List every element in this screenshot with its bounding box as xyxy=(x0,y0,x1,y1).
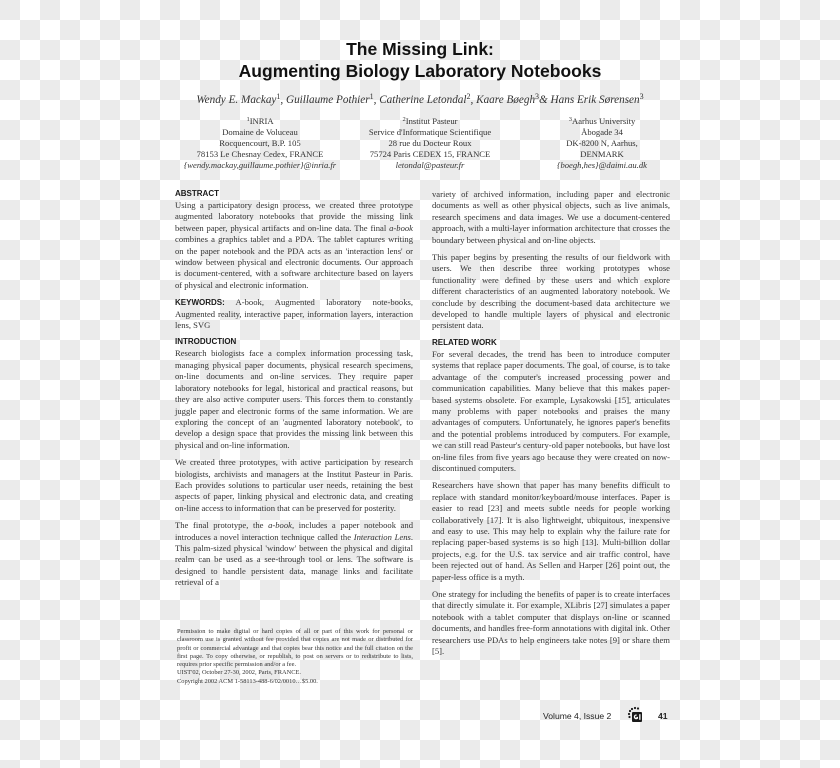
author-separator: , xyxy=(373,94,380,106)
introduction-heading: INTRODUCTION xyxy=(175,337,237,347)
author-affil-mark: 3 xyxy=(535,92,540,101)
related-paragraph-1: For several decades, the trend has been to introduce computer systems that replace paper documents. The goal, of course, is to take advantage of the computer's increased processing power and communication capabilities. Many believe that this makes paper-based systems obsolete. For example, Lysakowski [15], articulates many problems with paper notebooks and praises the many advantages of computers. Unfortunately, he ignores paper's benefits and the potential problems introduced by computers. For example, we can still read Pasteur's century-old paper notebooks, but have lost on-line files from five years ago because they were created on now-discontinued computers. xyxy=(432,348,670,473)
emphasis-a-book: a-book xyxy=(389,222,413,233)
affil-address-line: Service d'Informatique Scientifique xyxy=(368,127,492,137)
footer-issue: Volume 4, Issue 2 xyxy=(543,711,612,721)
affil-address-line: Åbogade 34 xyxy=(581,127,623,137)
affil-institution: INRIA xyxy=(249,116,274,126)
intro-paragraph-3 xyxy=(175,520,413,588)
author-affil-mark: 1 xyxy=(369,92,374,101)
conference-line: UIST'02, October 27-30, 2002, Paris, FRANCE. xyxy=(177,669,301,677)
affil-email: {boegh,hes}@daimi.au.dk xyxy=(557,160,647,170)
affil-address-line: Rocquencourt, B.P. 105 xyxy=(219,138,301,148)
affil-address-line: DENMARK xyxy=(580,149,624,159)
emphasis-a-book: a-book xyxy=(268,520,292,531)
author-affil-mark: 3 xyxy=(639,92,644,101)
affil-number: 3 xyxy=(568,116,572,123)
affil-email: letondal@pasteur.fr xyxy=(395,160,465,170)
author-affil-mark: 1 xyxy=(276,92,281,101)
title-line-2: Augmenting Biology Laboratory Notebooks xyxy=(238,61,602,81)
author: Wendy E. Mackay xyxy=(196,94,277,106)
copyright-line: Copyright 2002 ACM 1-58113-488-6/02/0010…$5.00. xyxy=(177,677,318,685)
text-run: Using a participatory design process, we created three prototype augmented laboratory notebooks that provide the missing link between paper, physical artifacts and on-line data. The final xyxy=(175,200,413,233)
affil-address-line: 78153 Le Chesnay Cedex, FRANCE xyxy=(196,149,324,159)
affil-number: 1 xyxy=(246,116,250,123)
affiliation-pasteur xyxy=(340,114,520,171)
keywords-text: A-book, Augmented laboratory note-books, Augmented reality, interactive paper, information layers, interaction lens, SVG xyxy=(175,297,413,331)
intro-paragraph-5: This paper begins by presenting the results of our fieldwork with users. We then describe three working prototypes whose functionality were defined by these users and which explore different characteristics of an augmented laboratory notebook. We conclude by describing the document-based data architecture we developed to handle multiple layers of physical and electronic persistent data. xyxy=(432,252,670,331)
page-number: 41 xyxy=(658,711,668,721)
affiliation-aarhus xyxy=(527,114,677,171)
affil-institution: Aarhus University xyxy=(572,116,636,126)
author-affil-mark: 2 xyxy=(466,92,471,101)
text-run: , includes a paper notebook and introduces a novel interaction technique called the xyxy=(175,520,413,542)
author-separator: & xyxy=(539,94,551,106)
affil-address-line: Domaine de Voluceau xyxy=(222,127,298,137)
author-separator: , xyxy=(280,94,286,106)
author-separator: , xyxy=(470,94,477,106)
affil-institution: Institut Pasteur xyxy=(405,116,458,126)
sigchi-logo-icon xyxy=(626,706,644,724)
keywords xyxy=(175,297,413,331)
keywords-label: KEYWORDS: xyxy=(175,298,225,308)
paper-title xyxy=(160,38,680,82)
affil-address-line: 75724 Paris CEDEX 15, FRANCE xyxy=(369,149,491,159)
intro-paragraph-4: variety of archived information, including paper and electronic documents as well as other physical objects, such as live animals, research specimens and data images. We use a document-centered approach, with a multi-layer information architecture that crosses the boundary between physical and on-line objects. xyxy=(432,189,670,245)
affil-number: 2 xyxy=(402,116,406,123)
author-list xyxy=(160,92,680,106)
text-run: The final prototype, the xyxy=(175,520,269,531)
affil-email: {wendy.mackay,guillaume.pothier}@inria.fr xyxy=(183,160,337,170)
affil-address-line: DK-8200 N, Aarhus, xyxy=(566,138,638,148)
related-paragraph-2: Researchers have shown that paper has many benefits difficult to replace with standard monitor/keyboard/mouse interfaces. Paper is easier to read [23] and meets subtle needs for people working collaboratively [17]. It is also lightweight, ubiquitous, inexpensive and easy to use. This may help to explain why the failure rate for replacing paper-based systems is so high [13]. Multi-billion dollar projects, e.g. for the U.S. tax service and air traffic control, have been rejected out of hand. As Sellen and Harper [26] point out, the paper-less office is a myth. xyxy=(432,480,670,582)
copyright-footnote xyxy=(177,628,413,686)
author: Hans Erik Sørensen xyxy=(550,94,640,106)
abstract-text xyxy=(175,200,413,291)
abstract-heading: ABSTRACT xyxy=(175,189,219,198)
author: Catherine Letondal xyxy=(379,94,467,106)
affil-address-line: 28 rue du Docteur Roux xyxy=(388,138,472,148)
intro-paragraph-1: Research biologists face a complex information processing task, managing physical paper documents, physical research specimens, on-line documents and on-line services. They require paper laboratory notebooks for legal, historical and practical reasons, but they are also active computer users. This forces them to constantly juggle paper and electronic forms of the same information. We are exploring the concept of an 'augmented laboratory notebook', to develop a design space that provides the missing link between this physical and on-line information. xyxy=(175,348,413,450)
text-run: combines a graphics tablet and a PDA. The tablet captures writing on the paper notebook and the PDA acts as an 'interaction lens' or window between physical and electronic documents. Our approach is document-centered, with a software architecture based on layers of physical and electronic information. xyxy=(175,234,413,290)
right-column xyxy=(432,189,670,663)
left-column xyxy=(175,189,413,595)
related-paragraph-3: One strategy for including the benefits of paper is to create interfaces that directly simulate it. For example, XLibris [27] simulates a paper notebook with a tablet computer that displays on-line or scanned documents, and handles free-form annotations with digital ink. Other researchers use PDAs to help engineers take notes [9] or share them [5]. xyxy=(432,589,670,657)
emphasis-interaction-lens: Interaction Lens xyxy=(353,531,411,542)
intro-paragraph-2: We created three prototypes, with active participation by research biologists, archivists and managers at the Institut Pasteur in Paris. Each provides solutions to particular user needs, retaining the best aspects of paper, linking physical and electronic data, and creating on-line access to information that can be preserved for posterity. xyxy=(175,457,413,513)
text-run: . This palm-sized physical 'window' between the physical and digital realm can be used as a see-through tool or lens. The software is designed to handle persistent data, manage links and facilitate retrieval of a xyxy=(175,531,413,588)
author: Kaare Bøegh xyxy=(476,94,536,106)
affiliation-inria xyxy=(170,114,350,171)
related-work-heading: RELATED WORK xyxy=(432,337,497,347)
author: Guillaume Pothier xyxy=(286,94,370,106)
permission-notice: Permission to make digital or hard copies of all or part of this work for personal or classroom use is granted without fee provided that copies are not made or distributed for profit or commercial advantage and that copies bear this notice and the full citation on the first page. To copy otherwise, or republish, to post on servers or to redistribute to lists, requires prior specific permission and/or a fee. xyxy=(177,628,413,669)
title-line-1: The Missing Link: xyxy=(346,39,494,59)
